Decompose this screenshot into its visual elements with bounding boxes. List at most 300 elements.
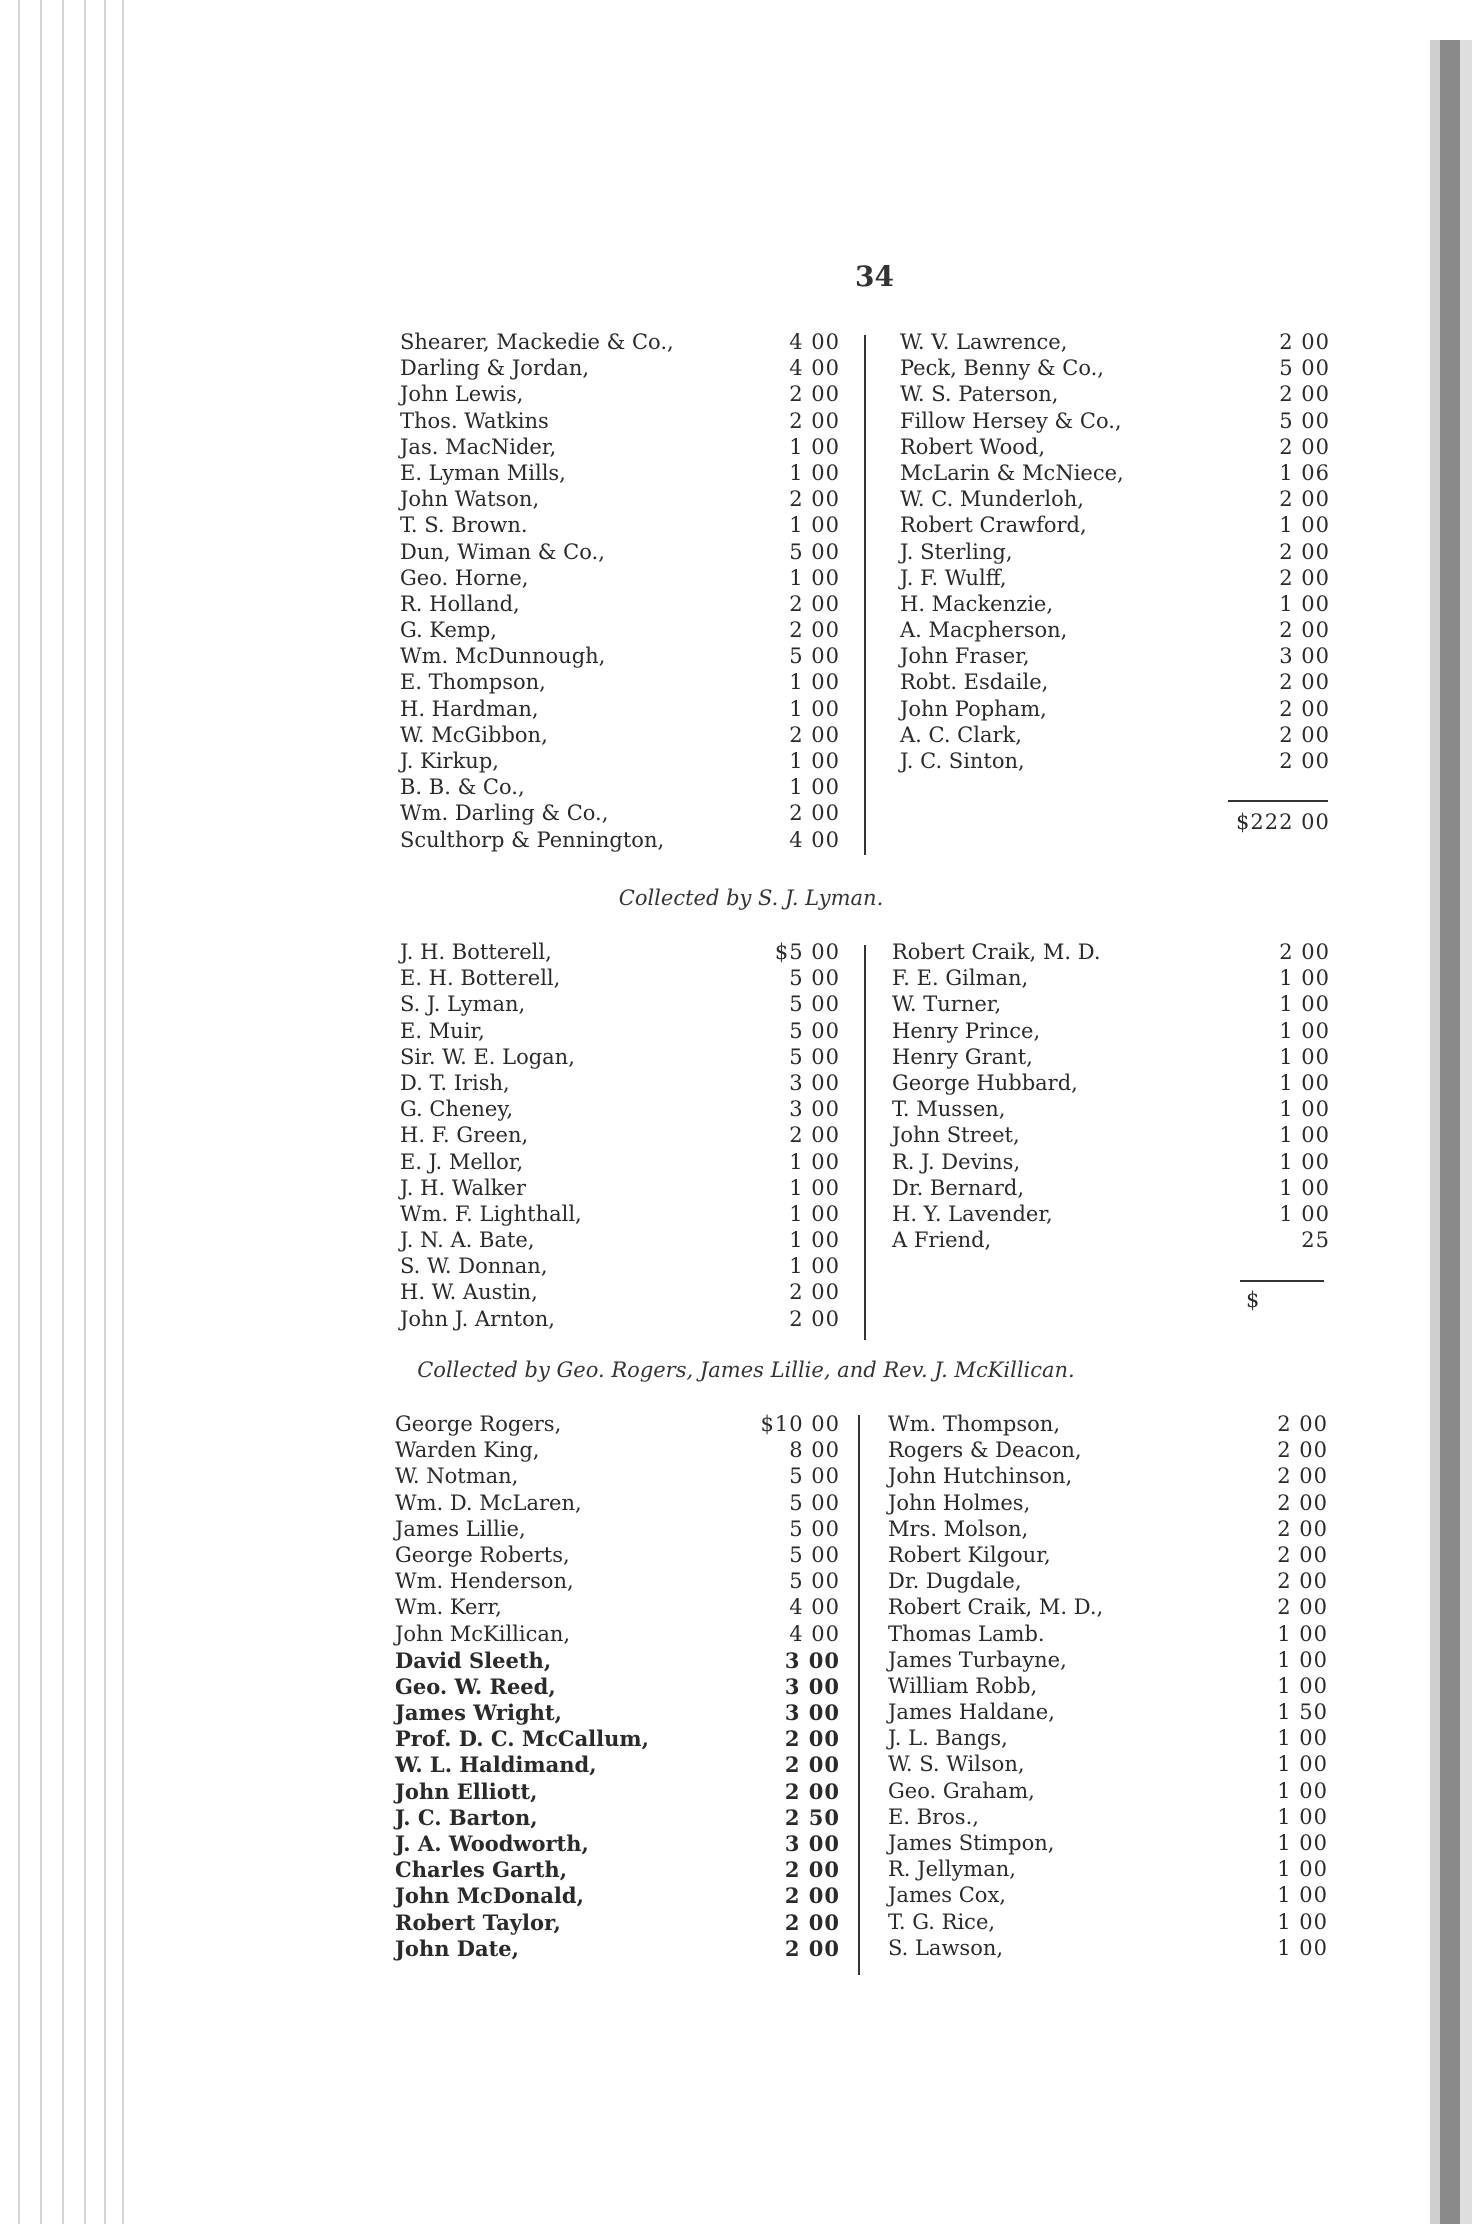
entry-row xyxy=(400,1176,840,1202)
amount: 1 00 xyxy=(1279,1070,1330,1095)
entry-row xyxy=(900,461,1330,487)
amount: 2 00 xyxy=(1277,1464,1328,1489)
amount: 3 00 xyxy=(784,1673,840,1699)
contributor-name: Mrs. Molson, xyxy=(888,1516,1029,1541)
amount: 8 00 xyxy=(789,1438,840,1463)
section3-right-list xyxy=(888,1412,1328,1962)
amount: 5 00 xyxy=(789,1516,840,1541)
amount: 2 00 xyxy=(1277,1595,1328,1620)
entry-row xyxy=(400,670,840,696)
entry-row xyxy=(400,1150,840,1176)
contributor-name: James Turbayne, xyxy=(888,1647,1067,1672)
section3-heading: Collected by Geo. Rogers, James Lillie, and Rev. J. McKillican. xyxy=(417,1358,1075,1382)
contributor-name: H. Hardman, xyxy=(400,696,539,721)
amount: 1 50 xyxy=(1277,1700,1328,1725)
contributor-name: Dr. Bernard, xyxy=(892,1175,1025,1200)
amount: 5 00 xyxy=(789,539,840,564)
amount: 3 00 xyxy=(789,1070,840,1095)
entry-row xyxy=(400,723,840,749)
amount: 5 00 xyxy=(789,1464,840,1489)
amount: 2 00 xyxy=(1279,722,1330,747)
entry-row xyxy=(395,1779,840,1805)
amount: 4 00 xyxy=(789,827,840,852)
entry-row xyxy=(888,1752,1328,1778)
entry-row xyxy=(400,992,840,1018)
contributor-name: Robert Craik, M. D., xyxy=(888,1595,1104,1620)
amount: 2 00 xyxy=(1279,487,1330,512)
contributor-name: Charles Garth, xyxy=(395,1857,568,1883)
entry-row xyxy=(900,382,1330,408)
entry-row xyxy=(400,828,840,854)
entry-row xyxy=(892,1176,1330,1202)
contributor-name: Jas. MacNider, xyxy=(400,434,557,459)
amount: 2 00 xyxy=(789,618,840,643)
contributor-name: Dun, Wiman & Co., xyxy=(400,539,605,564)
contributor-name: E. H. Botterell, xyxy=(400,966,561,991)
entry-row xyxy=(395,1726,840,1752)
entry-row xyxy=(395,1805,840,1831)
amount: 1 00 xyxy=(1279,1044,1330,1069)
contributor-name: H. Mackenzie, xyxy=(900,591,1054,616)
contributor-name: Thos. Watkins xyxy=(400,408,549,433)
contributor-name: J. H. Walker xyxy=(400,1175,526,1200)
contributor-name: D. T. Irish, xyxy=(400,1070,510,1095)
entry-row xyxy=(400,801,840,827)
entry-row xyxy=(900,592,1330,618)
amount: $5 00 xyxy=(774,940,840,964)
contributor-name: J. H. Botterell, xyxy=(400,940,552,964)
entry-row xyxy=(400,1123,840,1149)
contributor-name: J. N. A. Bate, xyxy=(400,1228,535,1253)
contributor-name: Geo. W. Reed, xyxy=(395,1673,556,1699)
entry-row xyxy=(888,1464,1328,1490)
entry-row xyxy=(400,1019,840,1045)
amount: 2 00 xyxy=(784,1857,840,1883)
entry-row xyxy=(395,1700,840,1726)
amount: 5 00 xyxy=(789,1490,840,1515)
contributor-name: S. Lawson, xyxy=(888,1935,1004,1960)
entry-row xyxy=(892,1019,1330,1045)
amount: 1 00 xyxy=(1279,966,1330,991)
contributor-name: Robert Taylor, xyxy=(395,1909,561,1935)
amount: 1 00 xyxy=(1277,1831,1328,1855)
entry-row xyxy=(900,330,1330,356)
contributor-name: E. Bros., xyxy=(888,1804,979,1829)
amount: 3 00 xyxy=(784,1831,840,1856)
contributor-name: Robert Kilgour, xyxy=(888,1542,1051,1567)
contributor-name: A. Macpherson, xyxy=(900,618,1068,643)
amount: 1 00 xyxy=(1279,1018,1330,1043)
section2-heading: Collected by S. J. Lyman. xyxy=(618,886,884,910)
amount: 1 00 xyxy=(789,749,840,773)
amount: 1 00 xyxy=(789,670,840,695)
section2-left-list xyxy=(400,940,840,1333)
contributor-name: George Roberts, xyxy=(395,1542,570,1567)
entry-row xyxy=(900,749,1330,775)
contributor-name: Robt. Esdaile, xyxy=(900,670,1049,695)
contributor-name: J. Sterling, xyxy=(900,539,1013,564)
contributor-name: James Wright, xyxy=(395,1700,562,1726)
contributor-name: A. C. Clark, xyxy=(900,722,1022,747)
amount: 2 00 xyxy=(784,1752,840,1778)
entry-row xyxy=(395,1491,840,1517)
entry-row xyxy=(888,1517,1328,1543)
entry-row xyxy=(892,1045,1330,1071)
amount: 2 00 xyxy=(1277,1490,1328,1515)
amount: 2 00 xyxy=(1279,565,1330,590)
amount: 5 00 xyxy=(789,1044,840,1069)
contributor-name: John Watson, xyxy=(400,487,540,512)
entry-row xyxy=(400,330,840,356)
amount: 2 50 xyxy=(784,1804,840,1830)
amount: 5 00 xyxy=(789,992,840,1017)
amount: 1 00 xyxy=(1279,1201,1330,1226)
amount: 25 xyxy=(1301,1228,1330,1253)
amount: 2 00 xyxy=(789,487,840,512)
amount: 1 00 xyxy=(1279,1097,1330,1122)
amount: 1 00 xyxy=(1279,1175,1330,1200)
amount: 1 00 xyxy=(789,1228,840,1253)
entry-row xyxy=(888,1910,1328,1936)
contributor-name: Wm. Kerr, xyxy=(395,1595,502,1620)
entry-row xyxy=(400,618,840,644)
contributor-name: James Haldane, xyxy=(888,1700,1055,1725)
entry-row xyxy=(395,1412,840,1438)
amount: 2 00 xyxy=(789,408,840,433)
contributor-name: R. Holland, xyxy=(400,591,520,616)
contributor-name: W. L. Haldimand, xyxy=(395,1752,597,1778)
entry-row xyxy=(395,1857,840,1883)
entry-row xyxy=(400,513,840,539)
entry-row xyxy=(888,1622,1328,1648)
entry-row xyxy=(888,1700,1328,1726)
amount: 1 00 xyxy=(1277,1909,1328,1934)
amount: 2 00 xyxy=(1277,1516,1328,1541)
entry-row xyxy=(888,1491,1328,1517)
contributor-name: Robert Craik, M. D. xyxy=(892,940,1101,964)
entry-row xyxy=(900,618,1330,644)
entry-row xyxy=(888,1648,1328,1674)
contributor-name: John J. Arnton, xyxy=(400,1306,555,1331)
entry-row xyxy=(892,1228,1330,1254)
contributor-name: W. C. Munderloh, xyxy=(900,487,1084,512)
contributor-name: E. Lyman Mills, xyxy=(400,460,566,485)
entry-row xyxy=(892,1097,1330,1123)
entry-row xyxy=(900,670,1330,696)
entry-row xyxy=(400,435,840,461)
entry-row xyxy=(900,697,1330,723)
contributor-name: Henry Prince, xyxy=(892,1018,1041,1043)
section1-divider xyxy=(864,335,866,855)
amount: 2 00 xyxy=(1277,1569,1328,1594)
contributor-name: J. F. Wulff, xyxy=(900,565,1007,590)
entry-row xyxy=(400,697,840,723)
entry-row xyxy=(888,1595,1328,1621)
amount: 1 00 xyxy=(1279,1149,1330,1174)
contributor-name: E. Muir, xyxy=(400,1018,485,1043)
contributor-name: T. Mussen, xyxy=(892,1097,1006,1122)
contributor-name: Geo. Graham, xyxy=(888,1778,1035,1803)
entry-row xyxy=(400,940,840,966)
contributor-name: Shearer, Mackedie & Co., xyxy=(400,330,674,354)
contributor-name: James Cox, xyxy=(888,1883,1006,1908)
contributor-name: Henry Grant, xyxy=(892,1044,1033,1069)
amount: 3 00 xyxy=(789,1097,840,1122)
contributor-name: Sculthorp & Pennington, xyxy=(400,827,665,852)
amount: 1 00 xyxy=(1277,1804,1328,1829)
entry-row xyxy=(395,1936,840,1962)
entry-row xyxy=(888,1726,1328,1752)
contributor-name: J. Kirkup, xyxy=(400,749,499,773)
contributor-name: Wm. Darling & Co., xyxy=(400,801,609,826)
amount: 2 00 xyxy=(789,1306,840,1331)
entry-row xyxy=(888,1883,1328,1909)
contributor-name: Dr. Dugdale, xyxy=(888,1569,1022,1594)
amount: 1 00 xyxy=(1277,1621,1328,1646)
stacked-page-edges xyxy=(0,0,140,2224)
entry-row xyxy=(395,1569,840,1595)
contributor-name: Robert Crawford, xyxy=(900,513,1087,538)
entry-row xyxy=(900,356,1330,382)
contributor-name: R. Jellyman, xyxy=(888,1857,1016,1882)
amount: 1 00 xyxy=(789,513,840,538)
entry-row xyxy=(400,566,840,592)
entry-row xyxy=(400,1071,840,1097)
amount: 1 00 xyxy=(1277,1883,1328,1908)
amount: 5 00 xyxy=(789,1569,840,1594)
amount: 2 00 xyxy=(789,591,840,616)
contributor-name: H. F. Green, xyxy=(400,1123,529,1148)
amount: 4 00 xyxy=(789,1621,840,1646)
entry-row xyxy=(395,1648,840,1674)
contributor-name: Fillow Hersey & Co., xyxy=(900,408,1122,433)
entry-row xyxy=(395,1622,840,1648)
contributor-name: Peck, Benny & Co., xyxy=(900,356,1104,381)
entry-row xyxy=(888,1438,1328,1464)
entry-row xyxy=(400,592,840,618)
entry-row xyxy=(400,966,840,992)
contributor-name: Prof. D. C. McCallum, xyxy=(395,1726,649,1752)
entry-row xyxy=(400,1307,840,1333)
contributor-name: W. V. Lawrence, xyxy=(900,330,1068,354)
entry-row xyxy=(888,1674,1328,1700)
amount: 3 00 xyxy=(784,1700,840,1726)
amount: 4 00 xyxy=(789,1595,840,1620)
contributor-name: John Elliott, xyxy=(395,1778,538,1804)
contributor-name: T. G. Rice, xyxy=(888,1909,996,1934)
contributor-name: John Fraser, xyxy=(900,644,1030,669)
entry-row xyxy=(400,356,840,382)
entry-row xyxy=(400,461,840,487)
section1-total-rule xyxy=(1228,800,1328,802)
section2-divider xyxy=(864,945,866,1340)
entry-row xyxy=(395,1543,840,1569)
amount: 2 00 xyxy=(1279,539,1330,564)
contributor-name: David Sleeth, xyxy=(395,1647,552,1673)
amount: 1 00 xyxy=(1277,1673,1328,1698)
entry-row xyxy=(400,1097,840,1123)
amount: 2 00 xyxy=(789,1123,840,1148)
amount: 2 00 xyxy=(784,1909,840,1935)
amount: 1 00 xyxy=(789,434,840,459)
entry-row xyxy=(888,1412,1328,1438)
entry-row xyxy=(400,775,840,801)
contributor-name: Wm. McDunnough, xyxy=(400,644,606,669)
contributor-name: W. Turner, xyxy=(892,992,1002,1017)
amount: 2 00 xyxy=(784,1883,840,1909)
entry-row xyxy=(395,1752,840,1778)
amount: 2 00 xyxy=(1279,696,1330,721)
amount: 2 00 xyxy=(789,801,840,826)
entry-row xyxy=(892,1071,1330,1097)
amount: 3 00 xyxy=(784,1647,840,1673)
contributor-name: H. Y. Lavender, xyxy=(892,1201,1053,1226)
amount: 1 00 xyxy=(1277,1647,1328,1672)
entry-row xyxy=(395,1517,840,1543)
amount: 1 00 xyxy=(1279,1123,1330,1148)
amount: 1 00 xyxy=(789,565,840,590)
entry-row xyxy=(892,992,1330,1018)
contributor-name: S. W. Donnan, xyxy=(400,1254,548,1279)
contributor-name: Wm. F. Lighthall, xyxy=(400,1201,582,1226)
contributor-name: John Popham, xyxy=(900,696,1047,721)
contributor-name: Rogers & Deacon, xyxy=(888,1438,1082,1463)
amount: 1 00 xyxy=(789,1149,840,1174)
entry-row xyxy=(888,1831,1328,1857)
amount: 5 00 xyxy=(789,1542,840,1567)
amount: 4 00 xyxy=(789,330,840,354)
entry-row xyxy=(892,1150,1330,1176)
amount: 5 00 xyxy=(1279,356,1330,381)
entry-row xyxy=(395,1438,840,1464)
contributor-name: W. Notman, xyxy=(395,1464,519,1489)
amount: 5 00 xyxy=(789,644,840,669)
section1-total: $222 00 xyxy=(1236,810,1330,834)
amount: 1 00 xyxy=(1277,1857,1328,1882)
contributor-name: Darling & Jordan, xyxy=(400,356,590,381)
contributor-name: George Rogers, xyxy=(395,1412,562,1436)
contributor-name: W. S. Wilson, xyxy=(888,1752,1025,1777)
amount: 1 00 xyxy=(789,1175,840,1200)
contributor-name: B. B. & Co., xyxy=(400,775,525,800)
section1-left-list xyxy=(400,330,840,854)
contributor-name: James Stimpon, xyxy=(888,1831,1055,1855)
amount: $10 00 xyxy=(760,1412,840,1436)
entry-row xyxy=(400,1280,840,1306)
amount: 1 00 xyxy=(1277,1935,1328,1960)
entry-row xyxy=(900,409,1330,435)
entry-row xyxy=(400,1045,840,1071)
contributor-name: J. C. Barton, xyxy=(395,1804,538,1830)
amount: 2 00 xyxy=(1279,670,1330,695)
entry-row xyxy=(888,1569,1328,1595)
amount: 5 00 xyxy=(789,966,840,991)
contributor-name: J. L. Bangs, xyxy=(888,1726,1008,1751)
entry-row xyxy=(400,409,840,435)
contributor-name: G. Cheney, xyxy=(400,1097,514,1122)
amount: 2 00 xyxy=(1279,749,1330,773)
section2-right-list xyxy=(892,940,1330,1254)
contributor-name: F. E. Gilman, xyxy=(892,966,1029,991)
contributor-name: Wm. Thompson, xyxy=(888,1412,1060,1436)
amount: 1 00 xyxy=(789,460,840,485)
amount: 5 00 xyxy=(1279,408,1330,433)
contributor-name: Robert Wood, xyxy=(900,434,1046,459)
amount: 2 00 xyxy=(789,722,840,747)
entry-row xyxy=(900,513,1330,539)
contributor-name: McLarin & McNiece, xyxy=(900,460,1124,485)
contributor-name: William Robb, xyxy=(888,1673,1038,1698)
contributor-name: T. S. Brown. xyxy=(400,513,528,538)
entry-row xyxy=(900,540,1330,566)
entry-row xyxy=(888,1543,1328,1569)
entry-row xyxy=(400,1228,840,1254)
entry-row xyxy=(892,940,1330,966)
section2-total: $ xyxy=(1246,1288,1261,1312)
contributor-name: John McKillican, xyxy=(395,1621,571,1646)
contributor-name: John Holmes, xyxy=(888,1490,1031,1515)
amount: 2 00 xyxy=(1277,1412,1328,1436)
amount: 1 00 xyxy=(1279,992,1330,1017)
amount: 2 00 xyxy=(789,1280,840,1305)
entry-row xyxy=(900,435,1330,461)
entry-row xyxy=(892,1123,1330,1149)
amount: 3 00 xyxy=(1279,644,1330,669)
amount: 2 00 xyxy=(1279,618,1330,643)
entry-row xyxy=(892,1202,1330,1228)
contributor-name: Sir. W. E. Logan, xyxy=(400,1044,575,1069)
contributor-name: Wm. D. McLaren, xyxy=(395,1490,582,1515)
entry-row xyxy=(400,487,840,513)
contributor-name: John Street, xyxy=(892,1123,1020,1148)
contributor-name: H. W. Austin, xyxy=(400,1280,538,1305)
entry-row xyxy=(395,1674,840,1700)
page-binding-edge xyxy=(1430,40,1472,2224)
section3-left-list xyxy=(395,1412,840,1962)
amount: 2 00 xyxy=(1279,330,1330,354)
entry-row xyxy=(400,1254,840,1280)
entry-row xyxy=(888,1857,1328,1883)
amount: 2 00 xyxy=(1279,382,1330,407)
contributor-name: James Lillie, xyxy=(395,1516,526,1541)
contributor-name: Thomas Lamb. xyxy=(888,1621,1045,1646)
amount: 1 00 xyxy=(1277,1778,1328,1803)
page-number: 34 xyxy=(855,260,894,293)
contributor-name: Geo. Horne, xyxy=(400,565,529,590)
contributor-name: John McDonald, xyxy=(395,1883,584,1909)
entry-row xyxy=(400,644,840,670)
entry-row xyxy=(888,1936,1328,1962)
contributor-name: W. S. Paterson, xyxy=(900,382,1059,407)
amount: 2 00 xyxy=(784,1778,840,1804)
entry-row xyxy=(400,1202,840,1228)
amount: 1 00 xyxy=(789,1254,840,1279)
contributor-name: George Hubbard, xyxy=(892,1070,1078,1095)
entry-row xyxy=(892,966,1330,992)
entry-row xyxy=(395,1831,840,1857)
amount: 4 00 xyxy=(789,356,840,381)
amount: 1 00 xyxy=(789,696,840,721)
entry-row xyxy=(900,487,1330,513)
amount: 2 00 xyxy=(784,1935,840,1961)
amount: 2 00 xyxy=(1279,434,1330,459)
contributor-name: S. J. Lyman, xyxy=(400,992,526,1017)
contributor-name: John Lewis, xyxy=(400,382,524,407)
contributor-name: Warden King, xyxy=(395,1438,540,1463)
amount: 5 00 xyxy=(789,1018,840,1043)
entry-row xyxy=(900,723,1330,749)
amount: 2 00 xyxy=(784,1726,840,1752)
